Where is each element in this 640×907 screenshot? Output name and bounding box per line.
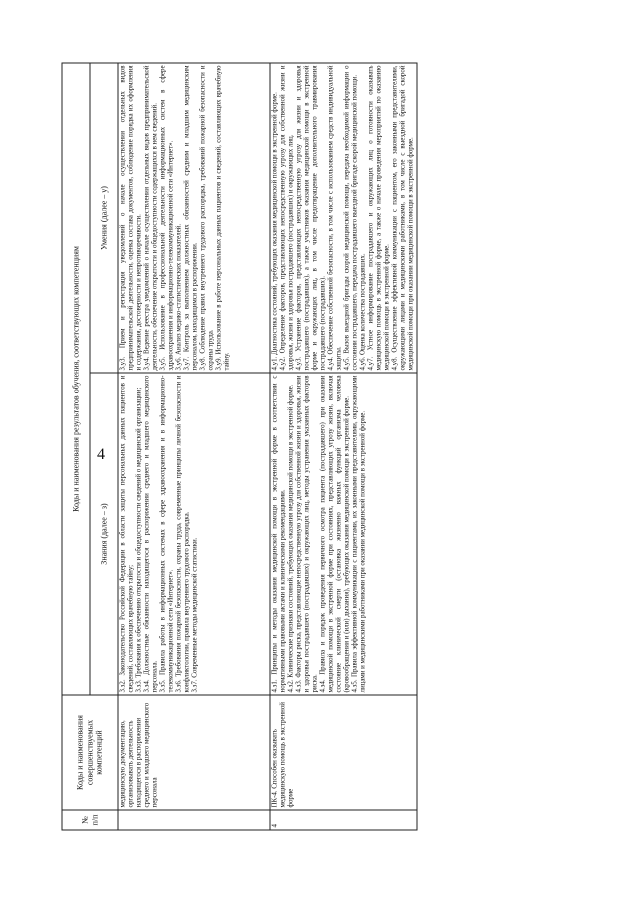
table-row	[118, 63, 270, 830]
header-knowledge: Знания (далее – з)	[90, 373, 118, 695]
skill-item: 3.у8. Соблюдение правил внутреннего трудового распорядка, требований пожарной безопасности и охраны труда.	[199, 65, 215, 371]
skill-item: 4.у8. Осуществление эффективной коммуникации с пациентом, его законными представителями, окружающими лицами и медицинскими работниками, в том числе с выездной бригадой скорой медицинской помощи при оказании медицинской помощи в экстренной форме.	[391, 65, 415, 371]
page-number: 4	[97, 446, 105, 463]
skill-item: 4.у2. Определение факторов, представляющих непосредственную угрозу для собственной жизни и здоровья, жизни и здоровья пострадавшего (пострадавших) и окружающих лиц.	[279, 65, 295, 371]
knowledge-item: 3.з2. Законодательство Российской Федерации в области защиты персональных данных пациентов и сведений, составляющих врачебную тайну;	[119, 375, 135, 693]
competency-table	[62, 62, 418, 830]
skill-item: 3.у7. Контроль за выполнением должностных обязанностей средним и младшим медицинским персоналом, находящимся в распоряжении.	[183, 65, 199, 371]
header-competency: Коды и наименования совершенствуемых компетенций	[62, 695, 118, 810]
row-number: 4	[270, 810, 417, 830]
knowledge-item: 4.з3. Факторы риска, представляющие непосредственную угрозу для собственной жизни и здоровья, жизни и здоровья пострадавшего (пострадавших) и окружающих лиц, методы устранения указанных факторов риска.	[295, 375, 319, 693]
skill-item: 4.у4. Обеспечение собственной безопасности, в том числе с использованием средств индивидуальной защиты.	[327, 65, 343, 371]
header-results-group: Коды и наименования результатов обучения, соответствующих компетенциям	[62, 63, 90, 695]
table-row	[270, 63, 417, 830]
table-body	[118, 63, 417, 830]
knowledge-item: 4.з2. Клинические признаки состояний, требующих оказания медицинской помощи в экстренной форме.	[287, 384, 295, 693]
skill-item: 4.у6. Оценка количества пострадавших.	[359, 253, 367, 371]
header-skills: Умения (далее – у)	[90, 63, 118, 373]
knowledge-item: 3.з6. Требования пожарной безопасности, охраны труда, современные принципы личной безопасности и конфликтологии, правила внутреннего трудового распорядка.	[175, 375, 191, 693]
knowledge-cell	[270, 373, 417, 695]
rotated-table-sheet	[62, 64, 582, 831]
competency-cell: ПК-4. Способен оказывать медицинскую помощь в экстренной форме	[270, 695, 417, 810]
skill-item: 3.у6. Анализ медико-статистических показателей.	[175, 223, 183, 371]
header-number: № п/п	[62, 810, 118, 830]
skill-item: 3.у4. Ведение реестра уведомлений о начале осуществления отдельных видов предпринимательской деятельности, обеспечение открытости и общедоступности содержащихся в нем сведений.	[143, 65, 159, 371]
knowledge-item: 3.з5. Правила работы в информационных системах в сфере здравоохранения и в информационно-телекоммуникационной сети «Интернет».	[159, 375, 175, 693]
competency-cell: медицинскую документацию, организовывать деятельность находящегося в распоряжении среднего и младшего медицинского персонала	[118, 695, 270, 810]
skill-item: 3.у3. Прием и регистрация уведомлений о начале осуществления отдельных видов предпринимательской деятельности, оценка состава документов, соблюдение порядка их оформления и содержания, достоверности и непротиворечивости.	[119, 65, 143, 371]
knowledge-item: 3.з3. Требования к обеспечению открытости и общедоступности сведений о медицинской организации;	[135, 387, 143, 693]
skills-cell	[270, 63, 417, 373]
knowledge-item: 3.з7. Современные методы медицинской статистики.	[191, 537, 199, 693]
skill-item: 4.у3. Устранение факторов, представляющих непосредственную угрозу для жизни и здоровья пострадавшего (пострадавших), а также участников оказания медицинской помощи в экстренной форме и окружающих лиц, в том числе предотвращение дополнительного травмирования пострадавшего (пострадавших).	[295, 65, 327, 371]
knowledge-item: 4.з4. Правила и порядок проведения первичного осмотра пациента (пострадавшего) при оказании медицинской помощи в экстренной форме при состояниях, представляющих угрозу жизни, включая состояние клинической смерти (остановка жизненно важных функций организма человека (кровообращения и (или) дыхания), требующих оказания медицинской помощи в экстренной форме.	[319, 375, 351, 693]
knowledge-item: 4.з1. Принципы и методы оказания медицинской помощи в экстренной форме в соответствии с нормативными правовыми актами и клиническими рекомендациями.	[271, 375, 287, 693]
skill-item: 4.у7. Устное информирование пострадавшего и окружающих лиц о готовности оказывать медицинскую помощь в экстренной форме, а также о начале проведения мероприятий по оказанию медицинской помощи в экстренной форме.	[367, 65, 391, 371]
knowledge-cell	[118, 373, 270, 695]
skill-item: 3.у9. Использование в работе персональных данных пациентов и сведений, составляющих врачебную тайну.	[215, 65, 231, 371]
row-number	[118, 810, 270, 830]
skill-item: 4.у5. Вызов выездной бригады скорой медицинской помощи, передача необходимой информации о состоянии пострадавшего, передача пострадавшего выездной бригаде скорой медицинской помощи.	[343, 65, 359, 371]
skill-item: 3.у5. Использование в профессиональной деятельности информационных систем в сфере здравоохранения и информационно-телекоммуникационной сети «Интернет».	[159, 65, 175, 371]
knowledge-item: 3.з4. Должностные обязанности находящегося в распоряжении среднего и младшего медицинского персонала.	[143, 375, 159, 693]
skills-cell	[118, 63, 270, 373]
skill-item: 4.у1. Диагностика состояний, требующих оказания медицинской помощи в экстренной форме.	[271, 92, 279, 371]
knowledge-item: 4.з5. Правила эффективной коммуникации с пациентами, их законными представителями, окружающими лицами и медицинскими работниками при оказании медицинской помощи в экстренной форме.	[351, 375, 367, 693]
